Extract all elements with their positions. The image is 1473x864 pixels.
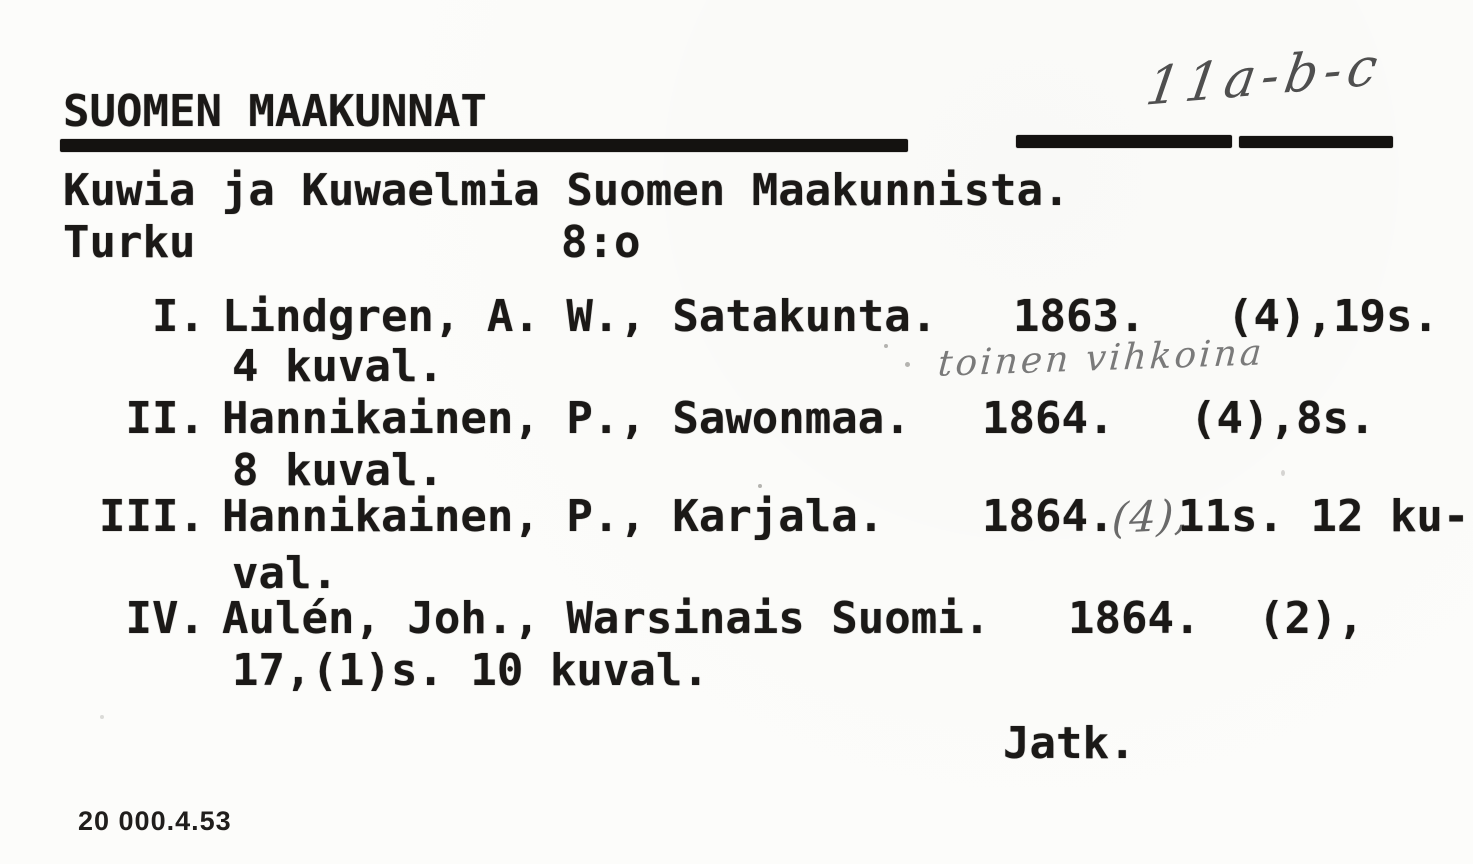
series-title: Kuwia ja Kuwaelmia Suomen Maakunnista. [63,165,1070,216]
ink-speck [905,362,910,367]
entry-2-numeral: II. [125,393,205,444]
publication-place: Turku [63,217,196,268]
classmark-underline-right-segment [1239,136,1393,148]
card-heading: SUOMEN MAAKUNNAT [63,86,487,137]
entry-1-collation: (4),19s. [1227,291,1439,342]
entry-2-collation: (4),8s. [1190,393,1376,444]
ink-speck [1281,470,1285,476]
ink-speck [758,484,762,488]
entry-3-numeral: III. [99,491,205,542]
ink-speck [100,715,104,719]
entry-3-collation-handwritten: (4), [1110,489,1191,544]
heading-underline-rule [60,139,908,152]
entry-1-numeral: I. [152,291,205,342]
classmark-handwritten: 11a-b-c [1142,36,1388,119]
entry-3-year: 1864. [982,491,1115,542]
book-format: 8:o [561,217,641,268]
ink-speck [884,344,888,348]
entry-3-line1: Hannikainen, P., Karjala. [222,491,885,542]
entry-1-year: 1863. [1013,291,1146,342]
continuation-note: Jatk. [1003,718,1136,769]
entry-4-numeral: IV. [125,593,205,644]
entry-2-year: 1864. [982,393,1115,444]
form-number: 20 000.4.53 [78,806,232,836]
entry-1-annotation-handwritten: toinen vihkoina [936,332,1266,385]
entry-4-line2: 17,(1)s. 10 kuval. [232,645,709,696]
entry-3-line2: val. [232,548,338,599]
entry-3-collation: 11s. 12 ku- [1178,491,1470,542]
entry-4-year: 1864. [1068,593,1201,644]
entry-4-collation: (2), [1258,593,1364,644]
entry-1-line1: Lindgren, A. W., Satakunta. [222,291,938,342]
entry-1-line2: 4 kuval. [232,341,444,392]
entry-2-line2: 8 kuval. [232,445,444,496]
classmark-underline-left-segment [1016,135,1232,148]
entry-4-line1: Aulén, Joh., Warsinais Suomi. [222,593,991,644]
entry-2-line1: Hannikainen, P., Sawonmaa. [222,393,911,444]
